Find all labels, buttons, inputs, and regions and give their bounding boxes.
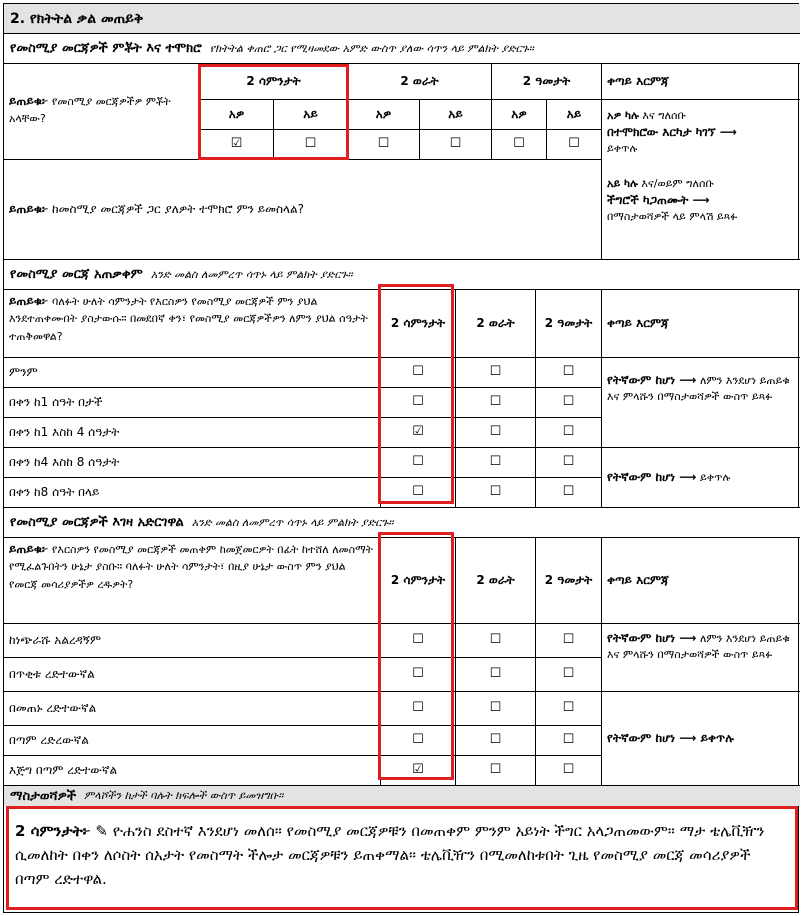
s2-checkbox[interactable]: ☐ — [381, 358, 456, 388]
s1-no-2w: አይ — [274, 100, 348, 130]
s2-option-label: በቀን ከ1 ሰዓት በታች — [4, 388, 381, 418]
s3-checkbox[interactable]: ☑ — [381, 756, 456, 786]
notes-label: 2 ሳምንታት፦ — [15, 822, 91, 840]
s1-next-step-header: ቀጣይ እርምጃ — [602, 64, 800, 100]
s3-next-step-header: ቀጣይ እርምጃ — [602, 538, 800, 624]
s1-no-2y: አይ — [547, 100, 602, 130]
s2-checkbox[interactable]: ☑ — [381, 418, 456, 448]
s2-question: ይጠይቁ፦ ባለፉት ሁለት ሳምንታት የእርስዎን የመስሚያ መርጃዎች ምን ያህል እንደተጠቀሙበት ያስታውሱ። በመደበኛ ቀን፣ የመስሚያ መርጃዎችዎን ለምን ያህል ሰዓታት ተጠቅመዋል? — [4, 290, 381, 358]
s2-period-2y: 2 ዓመታት — [536, 290, 602, 358]
s1-period-2y: 2 ዓመታት — [492, 64, 602, 100]
s1-question-2: ይጠይቁ፦ ከመስሚያ መርጃዎች ጋር ያለዎት ተሞክሮ ምን ይመስላል? — [4, 160, 602, 260]
s2-title: የመስሚያ መርጃ አጠቃቀም — [10, 267, 143, 282]
s3-period-2w: 2 ሳምንታት — [381, 538, 456, 624]
s1-period-2w: 2 ሳምንታት — [200, 64, 348, 100]
s2-instruction: አንድ መልስ ለመምረጥ ሳጥኑ ላይ ምልክት ያድርጉ። — [150, 267, 353, 281]
s3-option-label: በመጠኑ ረድተውኛል — [4, 692, 381, 726]
notes-content[interactable] — [6, 806, 798, 910]
s3-checkbox[interactable]: ☐ — [456, 756, 536, 786]
s2-option-label: በቀን ከ1 እስከ 4 ሰዓታት — [4, 418, 381, 448]
s3-checkbox[interactable]: ☐ — [381, 692, 456, 726]
s3-checkbox[interactable]: ☐ — [456, 658, 536, 692]
s1-yes-2y: አዎ — [492, 100, 547, 130]
notes-text: ✎ ዮሐንስ ደስተኛ እንደሆነ መለሰ። የመስሚያ መርጃዎቹን በመጠቀም ምንም አይነት ችግር አላጋጠመውም። ማታ ቴሌቪዥን ሲመለከት በቀን ለሶስት ሰአታት የመስማት ችሎታ መርጃዎቹን ይጠቀማል። ቴሌቪዥን በሚመለከቱበት ጊዜ የመስሚያ መርጃ መሳሪያዎች በጣም ረድተዋል. — [15, 822, 765, 888]
s3-checkbox[interactable]: ☐ — [536, 756, 602, 786]
s2-checkbox[interactable]: ☐ — [536, 448, 602, 478]
s3-checkbox[interactable]: ☐ — [456, 692, 536, 726]
s3-option-label: በጥቂቱ ረድተውኛል — [4, 658, 381, 692]
s1-checkbox[interactable]: ☐ — [274, 130, 348, 160]
s3-question: ይጠይቁ፦ የእርስዎን የመስሚያ መርጃዎች መጠቀም ከመጀመርዎት በፊት ከተሸለ ለመስማት የሚፈልጉበትን ሁኔታ ያስቡ። ባለፉት ሁለት ሳምንታት፣ በዚያ ሁኔታ ውስጥ ምን ያህል የመርጃ መሳሪያዎችዎ ረዱዎት? — [4, 538, 381, 624]
s3-checkbox[interactable]: ☐ — [381, 726, 456, 756]
s3-checkbox[interactable]: ☐ — [536, 624, 602, 658]
s1-yes-2w: አዎ — [200, 100, 274, 130]
s3-checkbox[interactable]: ☐ — [456, 624, 536, 658]
s3-checkbox[interactable]: ☐ — [381, 624, 456, 658]
s3-checkbox[interactable]: ☐ — [381, 658, 456, 692]
s1-next-yes: አዎ ካሉ እና ግለሰቡ በተሞክሮው እርካታ ካገኘ ⟶ ይቀጥሉ — [607, 109, 737, 156]
s2-period-2m: 2 ወራት — [456, 290, 536, 358]
s1-checkbox[interactable]: ☑ — [200, 130, 274, 160]
s1-next-no: አይ ካሉ እና/ወይም ግለሰቡ ችግሮች ካጋጠሙት ⟶ በማስታወሻዎች ላይ ምላሽ ይጻፉ — [602, 160, 800, 260]
s2-option-label: በቀን ከ8 ሰዓት በላይ — [4, 478, 381, 508]
s3-checkbox[interactable]: ☐ — [456, 726, 536, 756]
s2-next-continue: የትኛውም ከሆነ ⟶ ይቀጥሉ — [602, 448, 800, 508]
s3-option-label: በጣም ረድረውኛል — [4, 726, 381, 756]
s2-period-2w: 2 ሳምንታት — [381, 290, 456, 358]
s1-checkbox[interactable]: ☐ — [420, 130, 492, 160]
s3-checkbox[interactable]: ☐ — [536, 658, 602, 692]
s2-checkbox[interactable]: ☐ — [381, 478, 456, 508]
s2-option-label: በቀን ከ4 እስከ 8 ሰዓታት — [4, 448, 381, 478]
s1-yes-2m: አዎ — [348, 100, 420, 130]
s2-checkbox[interactable]: ☐ — [381, 388, 456, 418]
s1-question-1: ይጠይቁ፦ የመስሚያ መርጃዎችዎ ምቾት አላቸው? — [4, 64, 200, 160]
s3-checkbox[interactable]: ☐ — [536, 726, 602, 756]
s3-header — [4, 508, 800, 538]
s1-checkbox[interactable]: ☐ — [547, 130, 602, 160]
s2-header — [4, 260, 800, 290]
notes-header — [4, 786, 800, 806]
s2-option-label: ምንም — [4, 358, 381, 388]
s2-next-step-header: ቀጣይ እርምጃ — [602, 290, 800, 358]
s2-checkbox[interactable]: ☐ — [456, 448, 536, 478]
s3-next-explain: የትኛውም ከሆነ ⟶ ለምን እንደሆነ ይጠይቁ እና ምላሹን በማስታወሻዎች ውስጥ ይጻፉ — [602, 624, 800, 692]
s2-checkbox[interactable]: ☐ — [456, 358, 536, 388]
s3-period-2m: 2 ወራት — [456, 538, 536, 624]
s1-period-2m: 2 ወራት — [348, 64, 492, 100]
section-title: 2. የክትትል ቃል መጠይቅ — [4, 4, 800, 34]
s3-option-label: ከነጭራሹ አልረዳኝም — [4, 624, 381, 658]
s2-checkbox[interactable]: ☐ — [456, 388, 536, 418]
s3-option-label: እጅግ በጣም ረድተውኛል — [4, 756, 381, 786]
s1-checkbox[interactable]: ☐ — [348, 130, 420, 160]
s2-checkbox[interactable]: ☐ — [456, 418, 536, 448]
s2-checkbox[interactable]: ☐ — [381, 448, 456, 478]
s1-no-2m: አይ — [420, 100, 492, 130]
s2-checkbox[interactable]: ☐ — [536, 358, 602, 388]
s3-instruction: አንድ መልስ ለመምረጥ ሳጥኑ ላይ ምልክት ያድርጉ። — [191, 515, 394, 529]
s2-checkbox[interactable]: ☐ — [536, 418, 602, 448]
s3-period-2y: 2 ዓመታት — [536, 538, 602, 624]
s2-checkbox[interactable]: ☐ — [456, 478, 536, 508]
s1-checkbox[interactable]: ☐ — [492, 130, 547, 160]
s1-instruction: የክትትል ቀጠሮ ጋር የሚዛመደው አምድ ውስጥ ያለው ሳጥን ላይ ምልክት ያድርጉ። — [209, 41, 534, 55]
notes-instruction: ምላሾችን ከታች ባሉት ክፍሎች ውስጥ ይመዝግቡ። — [84, 789, 284, 802]
s3-next-continue: የትኛውም ከሆነ ⟶ ይቀጥሉ — [602, 692, 800, 786]
s2-checkbox[interactable]: ☐ — [536, 388, 602, 418]
s1-header — [4, 34, 800, 64]
form-sheet — [3, 3, 799, 913]
notes-title: ማስታወሻዎች — [10, 788, 77, 804]
s2-next-explain: የትኛውም ከሆነ ⟶ ለምን እንደሆነ ይጠይቁ እና ምላሹን በማስታወሻዎች ውስጥ ይጻፉ — [602, 358, 800, 448]
s3-checkbox[interactable]: ☐ — [536, 692, 602, 726]
s2-checkbox[interactable]: ☐ — [536, 478, 602, 508]
s1-title: የመስሚያ መርጃዎች ምቾት እና ተሞክሮ — [10, 41, 202, 56]
s3-title: የመስሚያ መርጃዎች እገዛ አድርገዋል — [10, 515, 184, 530]
